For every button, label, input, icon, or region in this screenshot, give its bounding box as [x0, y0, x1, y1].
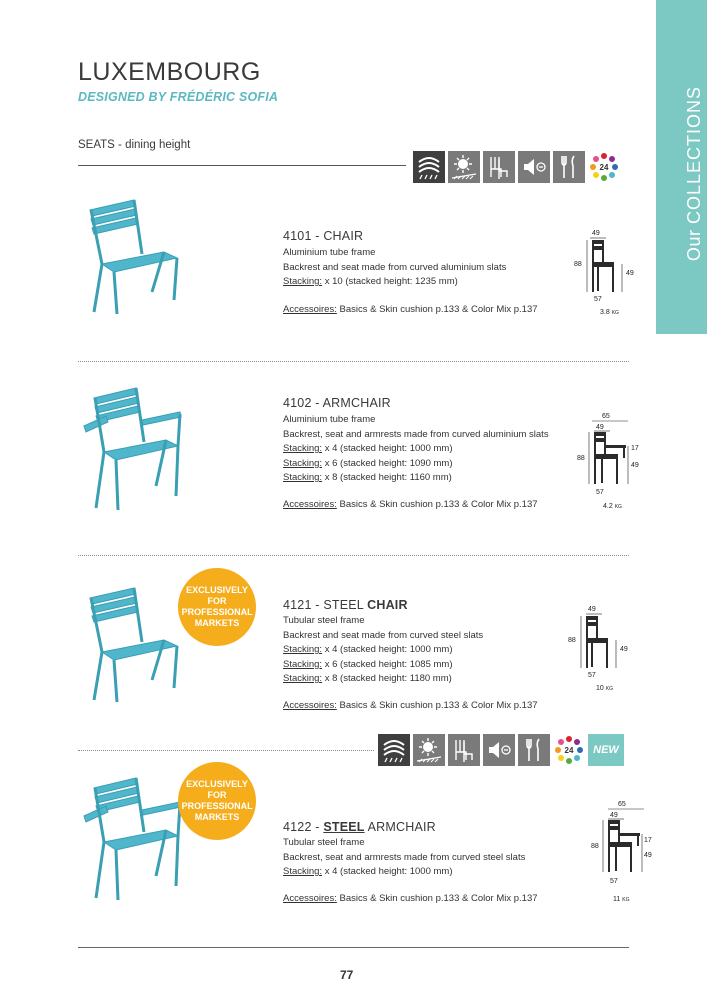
uv-resistant-icon [448, 151, 480, 183]
product-title [283, 229, 363, 243]
desc-line: Tubular steel frame [283, 837, 365, 848]
feature-icon-strip [413, 151, 620, 183]
dim-seat: 49 [626, 270, 634, 277]
color-palette-icon [588, 151, 620, 183]
product-image-steel-chair [82, 580, 182, 705]
accessories-label: Accessoires: [283, 499, 337, 510]
dim-height: 88 [568, 637, 576, 644]
dim-height: 88 [591, 843, 599, 850]
desc-line: Aluminium tube frame [283, 247, 376, 258]
product-description [283, 246, 506, 290]
collections-tab-label [684, 86, 705, 261]
product-description [283, 836, 525, 880]
stacking-label: Stacking: [283, 276, 323, 287]
product-image-armchair [80, 386, 190, 514]
dim-height: 88 [574, 261, 582, 268]
dimension-drawing [570, 226, 640, 304]
palette-count: 24 [599, 163, 609, 172]
dim-outer: 65 [618, 801, 626, 808]
product-code: 4101 - [283, 229, 324, 243]
dim-arm: 17 [644, 837, 652, 844]
stackable-icon [483, 151, 515, 183]
stacking-line: Stacking: x 8 (stacked height: 1160 mm) [283, 472, 452, 483]
desc-line: Backrest, seat and armrests made from curved aluminium slats [283, 428, 549, 440]
product-name: CHAIR [367, 598, 408, 612]
professional-badge: EXCLUSIVELY FOR PROFESSIONAL MARKETS [178, 762, 256, 840]
uv-resistant-icon [413, 734, 445, 766]
product-code: 4102 - [283, 396, 323, 410]
product-weight: 4.2 KG [603, 503, 622, 510]
stacking-line: Stacking: x 4 (stacked height: 1000 mm) [283, 866, 453, 877]
dim-arm: 17 [631, 445, 639, 452]
product-image-chair [82, 192, 182, 317]
dim-width: 49 [592, 230, 600, 237]
product-weight: 11 KG [613, 896, 630, 903]
color-palette-icon [553, 734, 585, 766]
accessories-line: Accessoires: Basics & Skin cushion p.133 & Color Mix p.137 [283, 304, 538, 315]
stacking-line: Stacking: x 10 (stacked height: 1235 mm) [283, 276, 458, 287]
dim-seat: 49 [620, 646, 628, 653]
dim-depth: 57 [588, 672, 596, 679]
dim-width: 49 [610, 812, 618, 819]
weatherproof-icon [378, 734, 410, 766]
professional-badge: EXCLUSIVELY FOR PROFESSIONAL MARKETS [178, 568, 256, 646]
product-title [283, 820, 436, 834]
product-title [283, 598, 408, 612]
stacking-line: Stacking: x 6 (stacked height: 1085 mm) [283, 658, 453, 670]
stacking-line: Stacking: x 6 (stacked height: 1090 mm) [283, 457, 453, 469]
product-code: 4121 - STEEL [283, 598, 368, 612]
dimension-drawing [574, 410, 644, 498]
page-number: 77 [340, 968, 354, 982]
collections-tab[interactable] [656, 0, 707, 334]
product-title [283, 396, 391, 410]
desc-line: Tubular steel frame [283, 615, 365, 626]
dim-depth: 57 [594, 296, 602, 303]
dim-seat: 49 [644, 852, 652, 859]
product-divider [78, 361, 629, 362]
dim-width: 49 [588, 606, 596, 613]
designer-subtitle: DESIGNED BY FRÉDÉRIC SOFIA [78, 90, 279, 104]
stackable-icon [448, 734, 480, 766]
palette-count: 24 [564, 746, 574, 755]
desc-line: Backrest and seat made from curved aluminium slats [283, 261, 507, 273]
desc-line: Aluminium tube frame [283, 414, 376, 425]
product-name: STEEL [323, 820, 365, 834]
product-image-steel-armchair [80, 776, 190, 904]
product-name-suffix: ARMCHAIR [364, 820, 436, 834]
dim-seat: 49 [631, 462, 639, 469]
section-heading: SEATS - dining height [78, 139, 191, 151]
accessories-label: Accessoires: [283, 893, 337, 904]
stacking-line: Stacking: x 4 (stacked height: 1000 mm) [283, 644, 453, 655]
product-description [283, 413, 549, 486]
noise-reduction-icon [483, 734, 515, 766]
dim-depth: 57 [596, 489, 604, 496]
accessories-label: Accessoires: [283, 304, 337, 315]
page-title: LUXEMBOURG [78, 58, 261, 86]
desc-line: Backrest, seat and armrests made from curved steel slats [283, 851, 526, 863]
accessories-line: Accessoires: Basics & Skin cushion p.133 & Color Mix p.137 [283, 700, 538, 711]
noise-reduction-icon [518, 151, 550, 183]
dimension-drawing [590, 798, 656, 886]
accessories-line: Accessoires: Basics & Skin cushion p.133 & Color Mix p.137 [283, 499, 538, 510]
dim-outer: 65 [602, 413, 610, 420]
accessories-line: Accessoires: Basics & Skin cushion p.133 & Color Mix p.137 [283, 893, 538, 904]
new-badge: NEW [588, 734, 624, 766]
product-description [283, 614, 483, 687]
product-name: CHAIR [323, 229, 364, 243]
stacking-line: Stacking: x 4 (stacked height: 1000 mm) [283, 443, 453, 454]
accessories-label: Accessoires: [283, 700, 337, 711]
dim-height: 88 [577, 455, 585, 462]
weatherproof-icon [413, 151, 445, 183]
stacking-line: Stacking: x 8 (stacked height: 1180 mm) [283, 673, 452, 684]
section-divider [78, 165, 406, 166]
footer-divider [78, 947, 629, 948]
product-code: 4122 - [283, 820, 324, 834]
desc-line: Backrest and seat made from curved steel slats [283, 629, 484, 641]
dining-icon [518, 734, 550, 766]
dining-icon [553, 151, 585, 183]
product-weight: 10 KG [596, 685, 613, 692]
product-weight: 3.8 KG [600, 309, 619, 316]
product-divider [78, 555, 629, 556]
tab-word: COLLECTIONS [684, 86, 704, 225]
product-name: ARMCHAIR [322, 396, 391, 410]
feature-icon-strip [378, 734, 624, 766]
dim-depth: 57 [610, 878, 618, 885]
product-divider [78, 750, 374, 751]
tab-prefix: Our [684, 229, 704, 262]
dimension-drawing [566, 602, 636, 680]
dim-width: 49 [596, 424, 604, 431]
